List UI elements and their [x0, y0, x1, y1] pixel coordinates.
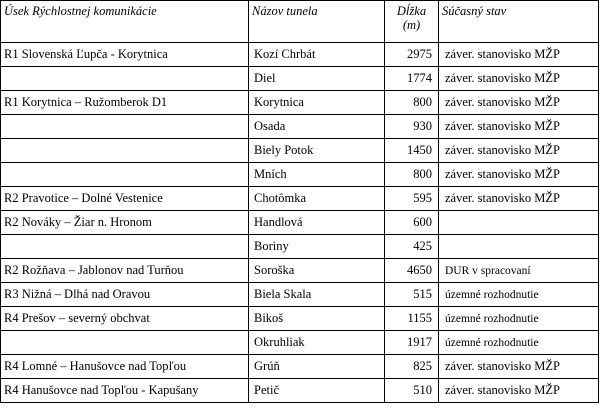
length-cell: 800 [385, 163, 439, 187]
section-cell: R2 Pravotice – Dolné Vestenice [1, 187, 249, 211]
length-cell: 1917 [385, 331, 439, 355]
status-cell: záver. stanovisko MŽP [439, 91, 599, 115]
table-header [1, 1, 599, 43]
section-cell: R2 Rožňava – Jablonov nad Turňou [1, 259, 249, 283]
section-cell: R1 Korytnica – Ružomberok D1 [1, 91, 249, 115]
length-cell: 595 [385, 187, 439, 211]
header-length [385, 1, 439, 43]
status-cell: územné rozhodnutie [439, 331, 599, 355]
table-row [1, 91, 599, 115]
header-tunnel: Názov tunela [249, 1, 385, 43]
table-row [1, 355, 599, 379]
table-row [1, 43, 599, 67]
table-row [1, 331, 599, 355]
length-cell: 515 [385, 283, 439, 307]
header-length-label: Dĺžka [396, 4, 427, 18]
length-cell: 2975 [385, 43, 439, 67]
table-row [1, 283, 599, 307]
section-cell: R3 Nižná – Dlhá nad Oravou [1, 283, 249, 307]
section-cell [1, 235, 249, 259]
status-cell: záver. stanovisko MŽP [439, 139, 599, 163]
tunnel-name-cell: Biely Potok [249, 139, 385, 163]
tunnel-name-cell: Petič [249, 379, 385, 403]
header-row [1, 1, 599, 43]
status-cell: DUR v spracovaní [439, 259, 599, 283]
table-row [1, 115, 599, 139]
length-cell: 800 [385, 91, 439, 115]
length-cell: 825 [385, 355, 439, 379]
status-cell: záver. stanovisko MŽP [439, 355, 599, 379]
status-cell: záver. stanovisko MŽP [439, 187, 599, 211]
length-cell: 510 [385, 379, 439, 403]
tunnel-name-cell: Okruhliak [249, 331, 385, 355]
section-cell: R4 Hanušovce nad Topľou - Kapušany [1, 379, 249, 403]
header-section: Úsek Rýchlostnej komunikácie [1, 1, 249, 43]
status-cell: územné rozhodnutie [439, 307, 599, 331]
tunnel-name-cell: Diel [249, 67, 385, 91]
table-row [1, 307, 599, 331]
tunnel-name-cell: Boriny [249, 235, 385, 259]
length-cell: 4650 [385, 259, 439, 283]
table-row [1, 235, 599, 259]
table-row [1, 139, 599, 163]
section-cell [1, 163, 249, 187]
status-cell: záver. stanovisko MŽP [439, 163, 599, 187]
section-cell [1, 139, 249, 163]
table-row [1, 187, 599, 211]
tunnel-name-cell: Korytnica [249, 91, 385, 115]
status-cell: záver. stanovisko MŽP [439, 67, 599, 91]
length-cell: 425 [385, 235, 439, 259]
section-cell [1, 67, 249, 91]
table-row [1, 379, 599, 403]
tunnel-name-cell: Handlová [249, 211, 385, 235]
table-row [1, 211, 599, 235]
length-cell: 1450 [385, 139, 439, 163]
status-cell: územné rozhodnutie [439, 283, 599, 307]
section-cell [1, 115, 249, 139]
table-row [1, 259, 599, 283]
status-cell: záver. stanovisko MŽP [439, 115, 599, 139]
length-cell: 1774 [385, 67, 439, 91]
status-cell [439, 211, 599, 235]
section-cell: R4 Prešov – severný obchvat [1, 307, 249, 331]
table-row [1, 67, 599, 91]
tunnel-name-cell: Soroška [249, 259, 385, 283]
status-cell: záver. stanovisko MŽP [439, 379, 599, 403]
tunnel-name-cell: Biela Skala [249, 283, 385, 307]
section-cell [1, 331, 249, 355]
length-cell: 930 [385, 115, 439, 139]
header-status: Súčasný stav [439, 1, 599, 43]
table-row [1, 163, 599, 187]
section-cell: R2 Nováky – Žiar n. Hronom [1, 211, 249, 235]
tunnel-name-cell: Grúň [249, 355, 385, 379]
section-cell: R4 Lomné – Hanušovce nad Topľou [1, 355, 249, 379]
tunnel-name-cell: Bikoš [249, 307, 385, 331]
length-cell: 1155 [385, 307, 439, 331]
tunnel-name-cell: Mních [249, 163, 385, 187]
tunnel-name-cell: Kozí Chrbát [249, 43, 385, 67]
tunnel-name-cell: Osada [249, 115, 385, 139]
table-body [1, 43, 599, 403]
length-cell: 600 [385, 211, 439, 235]
tunnel-name-cell: Chotômka [249, 187, 385, 211]
status-cell [439, 235, 599, 259]
status-cell: záver. stanovisko MŽP [439, 43, 599, 67]
header-length-unit: (m) [402, 18, 421, 32]
section-cell: R1 Slovenská Ľupča - Korytnica [1, 43, 249, 67]
